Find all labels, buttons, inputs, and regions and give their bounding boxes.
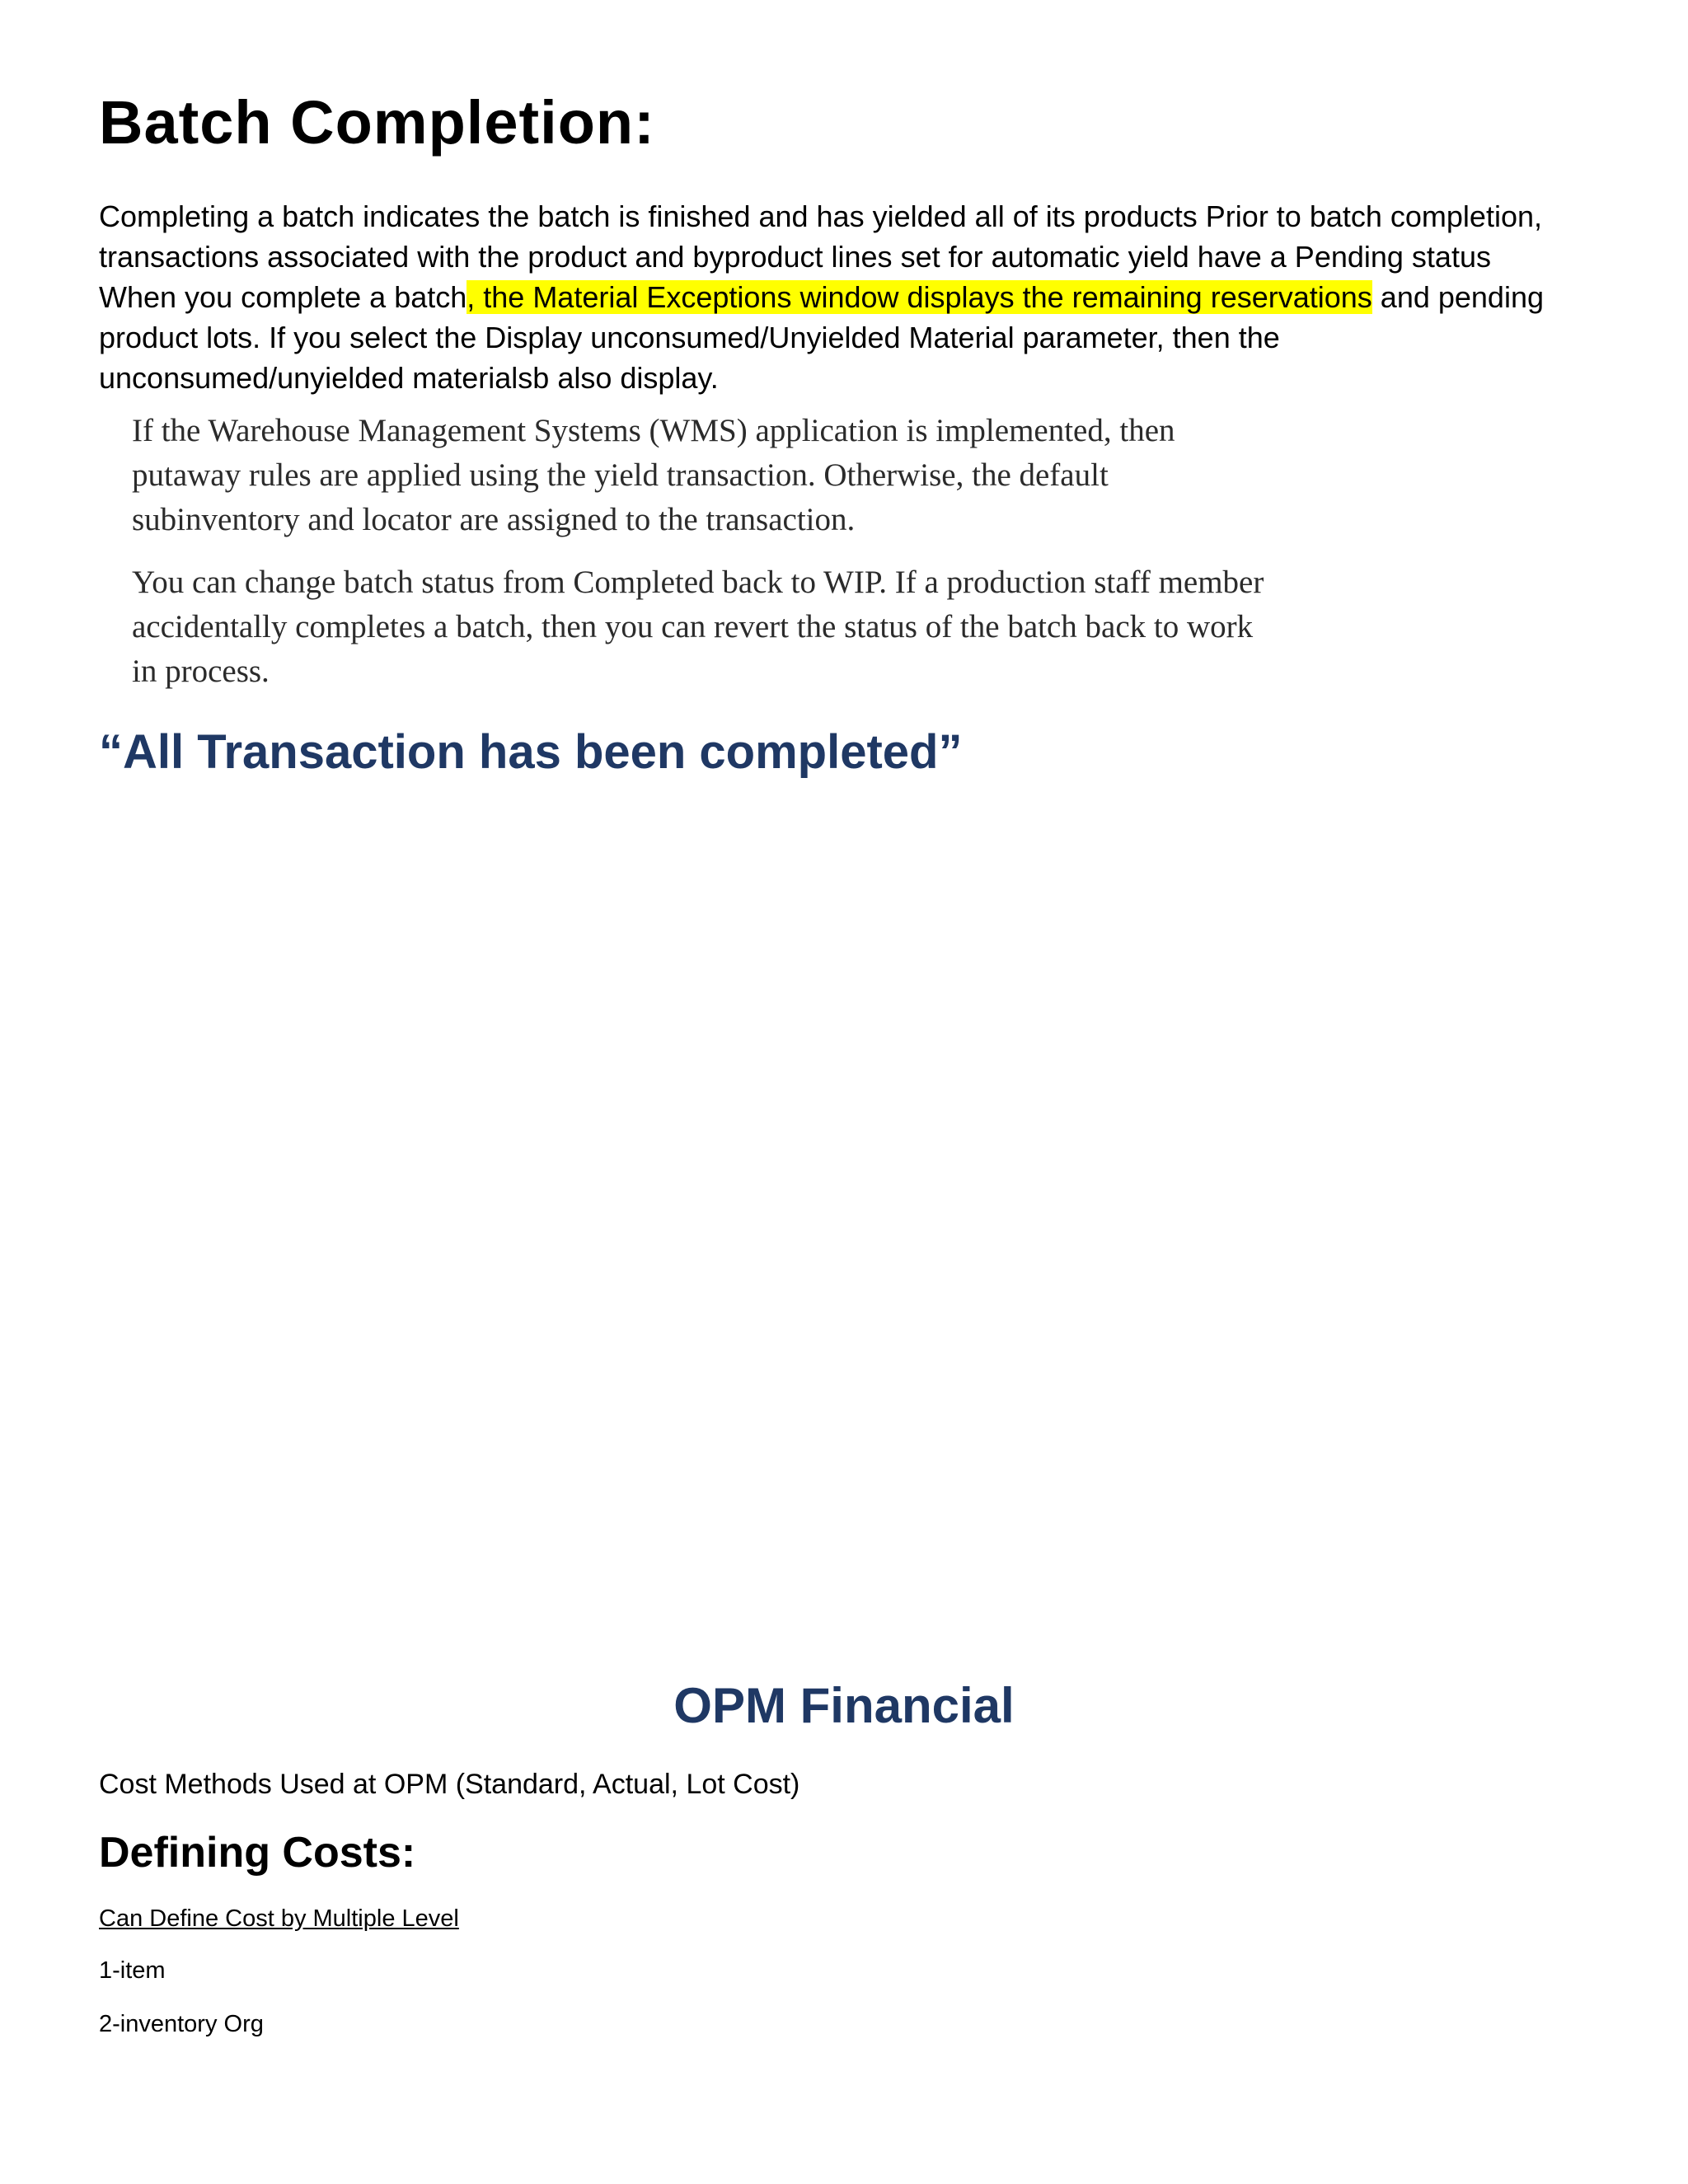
excerpt-line: You can change batch status from Completed back to WIP. If a production staff member: [132, 565, 1264, 600]
defining-costs-subheading: Can Define Cost by Multiple Level: [99, 1905, 459, 1932]
excerpt-paragraph: [132, 409, 1434, 542]
intro-text: and pending: [1372, 280, 1544, 314]
excerpt-line: accidentally completes a batch, then you can revert the status of the batch back to work: [132, 609, 1254, 644]
intro-line: unconsumed/unyielded materialsb also display.: [99, 361, 719, 395]
page-title: Batch Completion:: [99, 88, 655, 157]
defining-costs-heading: Defining Costs:: [99, 1829, 416, 1877]
excerpt-block: [132, 409, 1434, 712]
intro-line: transactions associated with the product and byproduct lines set for automatic yield have a Pending status: [99, 240, 1491, 274]
list-item: 2-inventory Org: [99, 2011, 264, 2037]
section-title: OPM Financial: [673, 1678, 1015, 1733]
intro-line: Completing a batch indicates the batch is finished and has yielded all of its products Prior to batch completion,: [99, 199, 1542, 233]
highlighted-text: , the Material Exceptions window displays the remaining reservations: [467, 280, 1372, 314]
intro-text: When you complete a batch: [99, 280, 467, 314]
completion-callout: “All Transaction has been completed”: [99, 725, 963, 779]
intro-paragraph: [99, 196, 1624, 398]
excerpt-line: subinventory and locator are assigned to the transaction.: [132, 502, 856, 537]
intro-line: product lots. If you select the Display unconsumed/Unyielded Material parameter, then the: [99, 321, 1280, 354]
list-item: 1-item: [99, 1957, 166, 1984]
intro-line: [99, 277, 1624, 317]
excerpt-line: putaway rules are applied using the yield transaction. Otherwise, the default: [132, 457, 1109, 493]
excerpt-line: in process.: [132, 654, 270, 689]
excerpt-line: If the Warehouse Management Systems (WMS) application is implemented, then: [132, 413, 1175, 448]
excerpt-paragraph: [132, 560, 1434, 694]
cost-methods-text: Cost Methods Used at OPM (Standard, Actual, Lot Cost): [99, 1769, 800, 1800]
